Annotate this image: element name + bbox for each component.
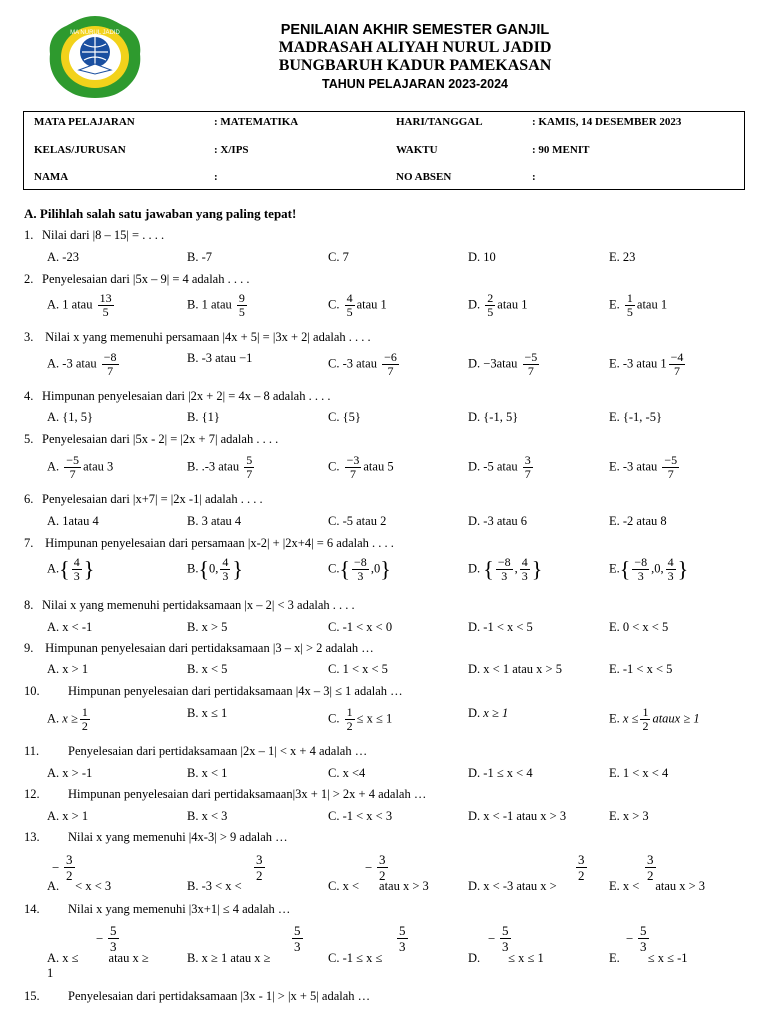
class-value: : X/IPS <box>214 144 249 156</box>
q6-option-a[interactable]: A. 1atau 4 <box>47 514 99 528</box>
q4-option-b[interactable]: B. {1} <box>187 410 220 424</box>
school-name: MADRASAH ALIYAH NURUL JADID <box>278 39 552 56</box>
q13-b-fraction: 3 2 <box>256 852 263 883</box>
q9-option-b[interactable]: B. x < 5 <box>187 662 228 676</box>
q9-option-c[interactable]: C. 1 < x < 5 <box>328 662 388 676</box>
q1-option-d[interactable]: D. 10 <box>468 250 496 264</box>
q13-option-a[interactable]: A. < x < 3 <box>47 879 112 893</box>
q6-option-e[interactable]: E. -2 atau 8 <box>609 514 667 528</box>
q8-option-b[interactable]: B. x > 5 <box>187 620 228 634</box>
q14-option-b[interactable]: B. x ≥ 1 atau x ≥ <box>187 951 271 965</box>
q3-option-b[interactable]: B. -3 atau −1 <box>187 351 253 365</box>
q13-e-fraction: 3 2 <box>647 852 654 883</box>
q5-option-d[interactable]: D. -5 atau $\frac{3}{7}$ <box>468 453 531 481</box>
question-3: 3. Nilai x yang memenuhi persamaan |4x + 5| = |3x + 2| adalah . . . . <box>24 330 371 344</box>
school-logo <box>46 14 144 100</box>
q1-option-a[interactable]: A. -23 <box>47 250 79 264</box>
q14-option-d[interactable]: D. ≤ x ≤ 1 <box>468 951 544 965</box>
q14-e-fraction: − 5 3 <box>626 923 647 954</box>
q10-option-b[interactable]: B. x ≤ 1 <box>187 706 228 720</box>
question-7: 7. Himpunan penyelesaian dari persamaan |x-2| + |2x+4| = 6 adalah . . . . <box>24 536 394 550</box>
q12-option-e[interactable]: E. x > 3 <box>609 809 649 823</box>
q2-option-c[interactable]: C. $\frac{4}{5}$ atau 1 <box>328 291 387 319</box>
q6-option-d[interactable]: D. -3 atau 6 <box>468 514 528 528</box>
q1-option-e[interactable]: E. 23 <box>609 250 636 264</box>
q7-option-d[interactable]: D. { $\frac{-8}{3}$ , $\frac{4}{3}$ } <box>468 555 543 583</box>
q14-option-a[interactable]: A. x ≤ atau x ≥ <box>47 951 149 965</box>
logo-text: MA NURUL JADID <box>70 30 120 36</box>
q8-option-e[interactable]: E. 0 < x < 5 <box>609 620 669 634</box>
q2-option-e[interactable]: E. $\frac{1}{5}$ atau 1 <box>609 291 668 319</box>
q8-option-a[interactable]: A. x < -1 <box>47 620 93 634</box>
q10-option-c[interactable]: C. $\frac{1}{2}$ ≤ x ≤ 1 <box>328 705 393 733</box>
question-1: 1. Nilai dari |8 – 15| = . . . . <box>24 228 165 242</box>
question-9: 9. Himpunan penyelesaian dari pertidaksamaan |3 – x| > 2 adalah … <box>24 641 374 655</box>
class-label: KELAS/JURUSAN <box>34 144 126 156</box>
school-address: BUNGBARUH KADUR PAMEKASAN <box>278 57 552 74</box>
question-14: 14. Nilai x yang memenuhi |3x+1| ≤ 4 adalah … <box>24 902 291 916</box>
q7-option-c[interactable]: C.{ $\frac{-8}{3}$ ,0} <box>328 555 391 583</box>
q9-option-a[interactable]: A. x > 1 <box>47 662 89 676</box>
absent-number-label: NO ABSEN <box>396 171 452 183</box>
q14-a-fraction: − 5 3 <box>96 923 117 954</box>
name-value: : <box>214 171 218 183</box>
question-13: 13. Nilai x yang memenuhi |4x-3| > 9 adalah … <box>24 830 288 844</box>
q12-option-a[interactable]: A. x > 1 <box>47 809 89 823</box>
q3-option-a[interactable]: A. -3 atau $\frac{-8}{7}$ <box>47 350 117 378</box>
q14-b-fraction: 5 3 <box>294 923 301 954</box>
academic-year: TAHUN PELAJARAN 2023-2024 <box>322 77 508 91</box>
q12-option-b[interactable]: B. x < 3 <box>187 809 228 823</box>
header-title: PENILAIAN AKHIR SEMESTER GANJIL <box>280 22 550 38</box>
q14-option-c[interactable]: C. -1 ≤ x ≤ <box>328 951 383 965</box>
q3-option-e[interactable]: E. -3 atau 1 $\frac{-4}{7}$ <box>609 350 684 378</box>
q4-option-e[interactable]: E. {-1, -5} <box>609 410 662 424</box>
q4-option-d[interactable]: D. {-1, 5} <box>468 410 519 424</box>
day-date-value: : KAMIS, 14 DESEMBER 2023 <box>532 116 682 128</box>
q11-option-b[interactable]: B. x < 1 <box>187 766 228 780</box>
q14-d-fraction: − 5 3 <box>488 923 509 954</box>
q13-option-e[interactable]: E. x < atau x > 3 <box>609 879 706 893</box>
q6-option-b[interactable]: B. 3 atau 4 <box>187 514 242 528</box>
q13-c-fraction: − 3 2 <box>365 852 386 883</box>
q13-d-fraction: 3 2 <box>578 852 585 883</box>
q11-option-a[interactable]: A. x > -1 <box>47 766 93 780</box>
question-11: 11. Penyelesaian dari pertidaksamaan |2x – 1| < x + 4 adalah … <box>24 744 368 758</box>
q8-option-c[interactable]: C. -1 < x < 0 <box>328 620 393 634</box>
q12-option-d[interactable]: D. x < -1 atau x > 3 <box>468 809 567 823</box>
q3-option-d[interactable]: D. −3atau $\frac{-5}{7}$ <box>468 350 538 378</box>
q10-option-a[interactable]: A. x ≥ $\frac{1}{2}$ <box>47 705 88 733</box>
question-5: 5. Penyelesaian dari |5x - 2| = |2x + 7| adalah . . . . <box>24 432 279 446</box>
q11-option-d[interactable]: D. -1 ≤ x < 4 <box>468 766 533 780</box>
question-8: 8. Nilai x yang memenuhi pertidaksamaan |x – 2| < 3 adalah . . . . <box>24 598 355 612</box>
q9-option-e[interactable]: E. -1 < x < 5 <box>609 662 673 676</box>
q7-option-b[interactable]: B.{0, $\frac{4}{3}$ } <box>187 555 243 583</box>
q10-option-e[interactable]: E. x ≤ $\frac{1}{2}$ ataux ≥ 1 <box>609 705 700 733</box>
time-value: : 90 MENIT <box>532 144 590 156</box>
question-6: 6. Penyelesaian dari |x+7| = |2x -1| adalah . . . . <box>24 492 263 506</box>
exam-info-box <box>23 111 745 190</box>
q2-option-d[interactable]: D. $\frac{2}{5}$ atau 1 <box>468 291 528 319</box>
question-2: 2. Penyelesaian dari |5x – 9| = 4 adalah . . . . <box>24 272 250 286</box>
q5-option-b[interactable]: B. .-3 atau $\frac{5}{7}$ <box>187 453 253 481</box>
q6-option-c[interactable]: C. -5 atau 2 <box>328 514 387 528</box>
day-date-label: HARI/TANGGAL <box>396 116 483 128</box>
name-label: NAMA <box>34 171 69 183</box>
q12-option-c[interactable]: C. -1 < x < 3 <box>328 809 393 823</box>
q13-a-fraction: − 3 2 <box>52 852 73 883</box>
q5-option-c[interactable]: C. $\frac{-3}{7}$ atau 5 <box>328 453 394 481</box>
question-15: 15. Penyelesaian dari pertidaksamaan |3x - 1| > |x + 5| adalah … <box>24 989 371 1003</box>
q5-option-e[interactable]: E. -3 atau $\frac{-5}{7}$ <box>609 453 678 481</box>
q3-option-c[interactable]: C. -3 atau $\frac{-6}{7}$ <box>328 350 397 378</box>
q7-option-a[interactable]: A.{ $\frac{4}{3}$ } <box>47 555 95 583</box>
q14-option-e[interactable]: E. ≤ x ≤ -1 <box>609 951 688 965</box>
q9-option-d[interactable]: D. x < 1 atau x > 5 <box>468 662 562 676</box>
q7-option-e[interactable]: E.{ $\frac{-8}{3}$ ,0, $\frac{4}{3}$ } <box>609 555 689 583</box>
q14-option-a-cont: 1 <box>47 966 54 980</box>
q1-option-b[interactable]: B. -7 <box>187 250 212 264</box>
q4-option-a[interactable]: A. {1, 5} <box>47 410 94 424</box>
subject-label: MATA PELAJARAN <box>34 116 135 128</box>
q10-option-d[interactable]: D. x ≥ 1 <box>468 706 509 720</box>
q13-option-c[interactable]: C. x < atau x > 3 <box>328 879 429 893</box>
subject-value: : MATEMATIKA <box>214 116 299 128</box>
question-10: 10. Himpunan penyelesaian dari pertidaksamaan |4x – 3| ≤ 1 adalah … <box>24 684 403 698</box>
q2-option-b[interactable]: B. 1 atau $\frac{9}{5}$ <box>187 291 245 319</box>
question-4: 4. Himpunan penyelesaian dari |2x + 2| = 4x – 8 adalah . . . . <box>24 389 331 403</box>
q2-option-a[interactable]: A. 1 atau $\frac{13}{5}$ <box>47 291 112 319</box>
q11-option-c[interactable]: C. x <4 <box>328 766 366 780</box>
section-instructions: A. Pilihlah salah satu jawaban yang paling tepat! <box>24 206 297 221</box>
question-12: 12. Himpunan penyelesaian dari pertidaksamaan|3x + 1| > 2x + 4 adalah … <box>24 787 427 801</box>
time-label: WAKTU <box>396 144 438 156</box>
q4-option-c[interactable]: C. {5} <box>328 410 361 424</box>
q11-option-e[interactable]: E. 1 < x < 4 <box>609 766 669 780</box>
q13-option-d[interactable]: D. x < -3 atau x > <box>468 879 557 893</box>
q8-option-d[interactable]: D. -1 < x < 5 <box>468 620 533 634</box>
q14-c-fraction: 5 3 <box>399 923 406 954</box>
q5-option-a[interactable]: A. $\frac{-5}{7}$ atau 3 <box>47 453 114 481</box>
q13-option-b[interactable]: B. -3 < x < <box>187 879 242 893</box>
q1-option-c[interactable]: C. 7 <box>328 250 349 264</box>
absent-number-value: : <box>532 171 536 183</box>
